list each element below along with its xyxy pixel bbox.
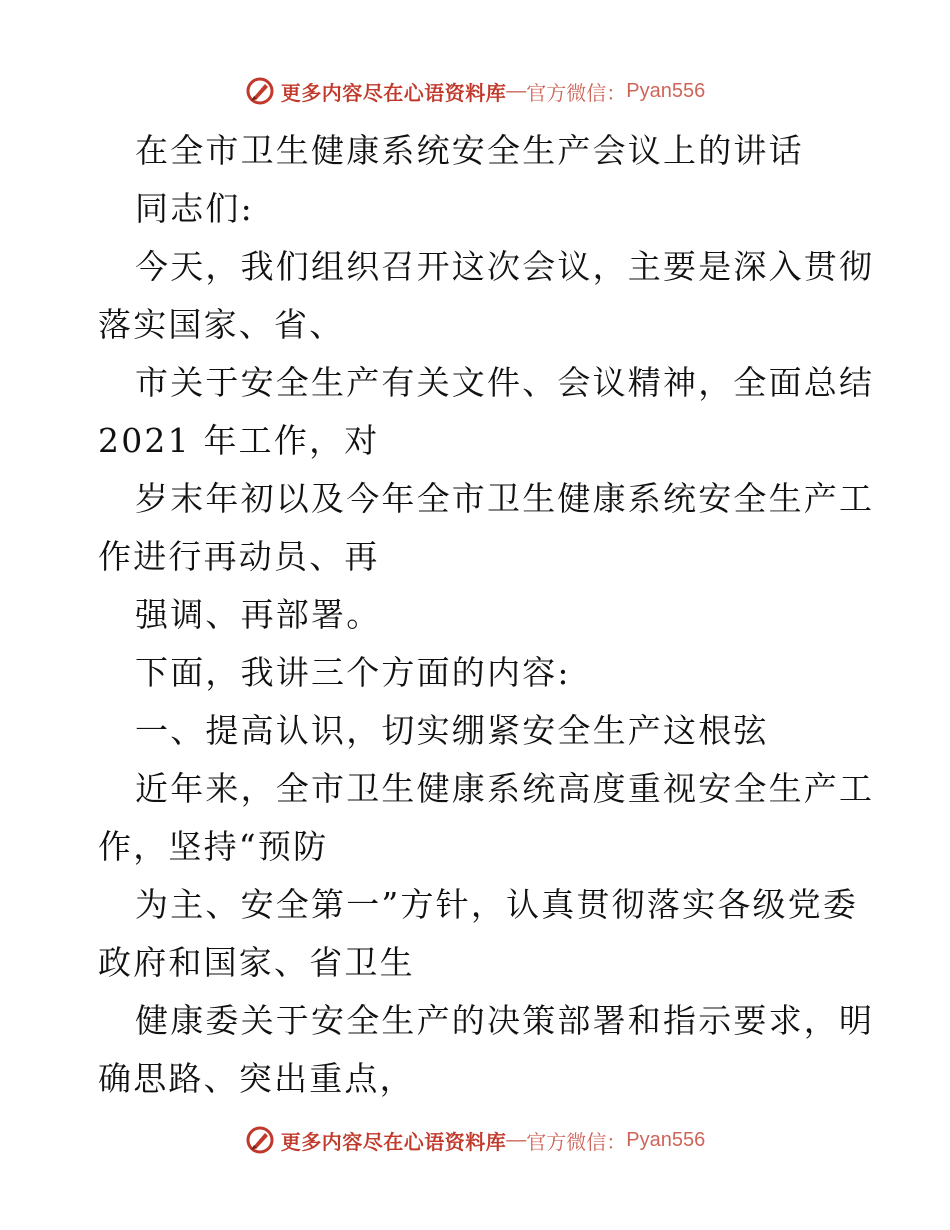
text-line: 岁末年初以及今年全市卫生健康系统安全生产工 <box>135 479 875 518</box>
header-banner <box>0 71 950 111</box>
banner-wechat-label: 官方微信： <box>526 82 627 105</box>
text-line: 强调、再部署。 <box>135 595 382 634</box>
text-line: 下面，我讲三个方面的内容: <box>135 653 571 692</box>
pen-logo-icon <box>245 1125 275 1155</box>
text-line: 作进行再动员、再 <box>98 537 380 576</box>
text-line: 一、提高认识，切实绷紧安全生产这根弦 <box>135 711 769 750</box>
banner-wechat-label: 官方微信： <box>526 1131 627 1154</box>
text-line: 同志们: <box>135 189 254 228</box>
document-body <box>98 122 875 1108</box>
text-line: 健康委关于安全生产的决策部署和指示要求，明 <box>135 1001 875 1040</box>
text-line: 作，坚持“预防 <box>98 827 329 866</box>
text-line: 今天，我们组织召开这次会议，主要是深入贯彻 <box>135 247 875 286</box>
pen-logo-icon <box>245 76 275 106</box>
banner-separator: — <box>506 1128 527 1151</box>
text-line: 落实国家、省、 <box>98 305 345 344</box>
banner-wechat-id: Pyan556 <box>626 1128 706 1151</box>
text-line: 2021 年工作，对 <box>98 421 380 460</box>
banner-wechat-id: Pyan556 <box>626 79 706 102</box>
text-line: 确思路、突出重点， <box>98 1059 415 1098</box>
banner-separator: — <box>506 79 527 102</box>
banner-site-text: 更多内容尽在心语资料库 <box>280 1131 507 1154</box>
text-line: 在全市卫生健康系统安全生产会议上的讲话 <box>135 131 804 170</box>
footer-banner <box>0 1120 950 1160</box>
banner-site-text: 更多内容尽在心语资料库 <box>280 82 507 105</box>
text-line: 政府和国家、省卫生 <box>98 943 415 982</box>
text-line: 为主、安全第一”方针，认真贯彻落实各级党委 <box>135 885 859 924</box>
text-line: 市关于安全生产有关文件、会议精神，全面总结 <box>135 363 875 402</box>
text-line: 近年来，全市卫生健康系统高度重视安全生产工 <box>135 769 875 808</box>
